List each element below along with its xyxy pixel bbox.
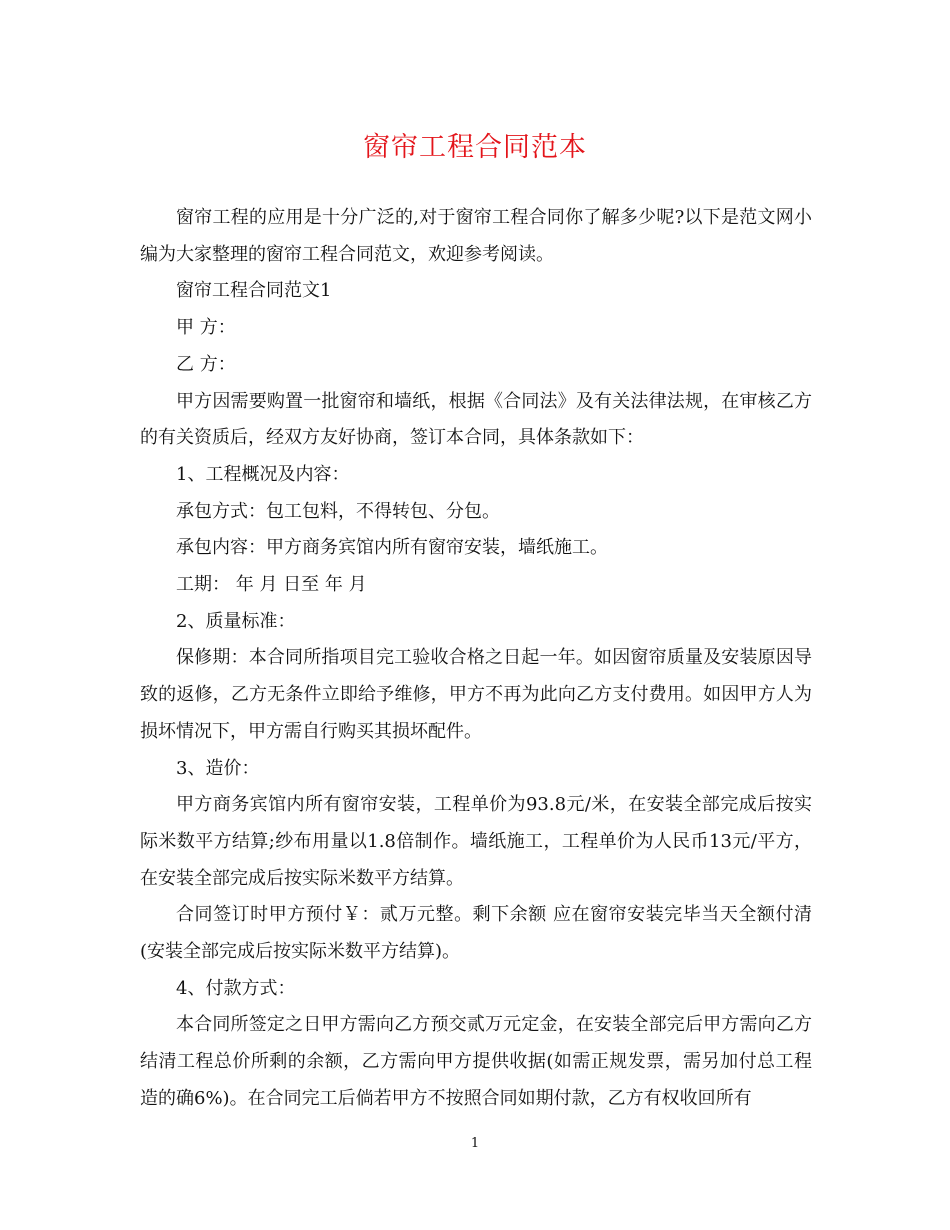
paragraph-sample-heading: 窗帘工程合同范文1 — [176, 280, 332, 302]
document-title: 窗帘工程合同范本 — [363, 132, 587, 163]
document-body — [140, 200, 812, 1118]
paragraph-prepayment: 合同签订时甲方预付￥：贰万元整。剩下余额 应在窗帘安装完毕当天全额付清(安装全部完成后按实际米数平方结算)。 — [140, 904, 812, 963]
paragraph-contract-mode: 承包方式：包工包料，不得转包、分包。 — [176, 500, 500, 522]
paragraph-section-2: 2、质量标准： — [176, 610, 296, 632]
paragraph-payment-terms: 本合同所签定之日甲方需向乙方预交贰万元定金，在安装全部完后甲方需向乙方结清工程总价所剩的余额，乙方需向甲方提供收据(如需正规发票，需另加付总工程造的确6%)。在合同完工后倘若甲方不按照合同如期付款，乙方有权收回所有 — [140, 1014, 812, 1109]
paragraph-preamble: 甲方因需要购置一批窗帘和墙纸，根据《合同法》及有关法律法规，在审核乙方的有关资质后，经双方友好协商，签订本合同，具体条款如下： — [140, 390, 812, 449]
paragraph-intro: 窗帘工程的应用是十分广泛的,对于窗帘工程合同你了解多少呢?以下是范文网小编为大家整理的窗帘工程合同范文，欢迎参考阅读。 — [140, 207, 812, 265]
paragraph-section-4: 4、付款方式： — [176, 977, 296, 999]
paragraph-duration: 工期： 年 月 日至 年 月 — [176, 574, 367, 596]
paragraph-pricing: 甲方商务宾馆内所有窗帘安装，工程单价为93.8元/米，在安装全部完成后按实际米数平方结算;纱布用量以1.8倍制作。墙纸施工，工程单价为人民币13元/平方，在安装全部完成后按实际米数平方结算。 — [140, 794, 812, 889]
paragraph-party-a: 甲 方： — [176, 317, 236, 339]
paragraph-warranty: 保修期：本合同所指项目完工验收合格之日起一年。如因窗帘质量及安装原因导致的返修，乙方无条件立即给予维修，甲方不再为此向乙方支付费用。如因甲方人为损坏情况下，甲方需自行购买其损坏配件。 — [140, 647, 812, 742]
paragraph-party-b: 乙 方： — [176, 353, 236, 375]
paragraph-contract-content: 承包内容：甲方商务宾馆内所有窗帘安装，墙纸施工。 — [176, 537, 608, 559]
page-number: 1 — [470, 1136, 480, 1151]
paragraph-section-3: 3、造价： — [176, 757, 260, 779]
paragraph-section-1: 1、工程概况及内容： — [176, 463, 350, 485]
